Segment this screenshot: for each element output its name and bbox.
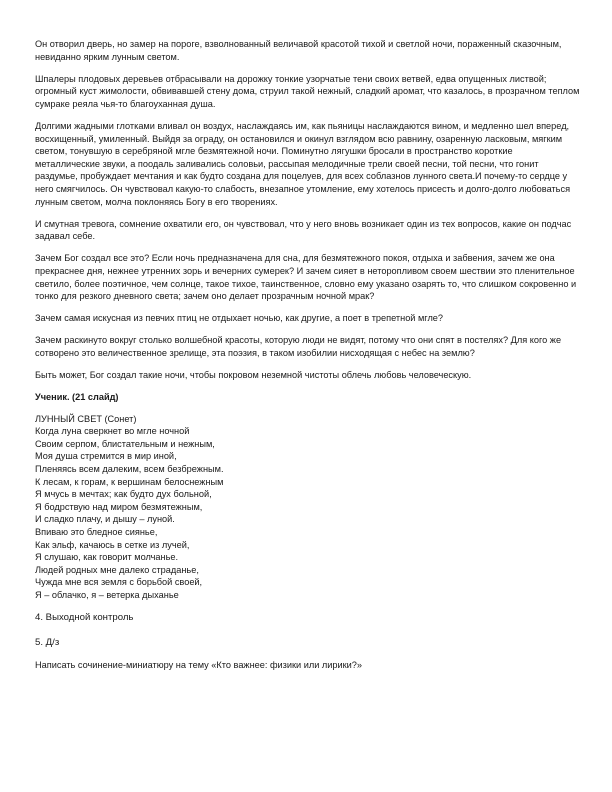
poem-line: Впиваю это бледное сиянье,: [35, 527, 158, 537]
paragraph-4: И смутная тревога, сомнение охватили его, он чувствовал, что у него вновь возникает один из тех вопросов, какие он подчас задавал себе.: [35, 218, 572, 242]
document-page: [35, 38, 580, 681]
poem-title: ЛУННЫЙ СВЕТ (Сонет): [35, 413, 137, 424]
paragraph-2: Шпалеры плодовых деревьев отбрасывали на дорожку тонкие узорчатые тени своих ветвей, едва опущенных листвой; огромный куст жимолости, обвивавшей стену дома, струил такой нежный, сладкий аромат, что казалось, в прозрачном теплом сумраке реяла чья-то благоуханная душа.: [35, 73, 580, 109]
poem-line: Я бодрствую над миром безмятежным,: [35, 501, 203, 512]
poem: [35, 413, 580, 602]
poem-line: Я – облачко, я – ветерка дыханье: [35, 589, 179, 600]
section-output-control: 4. Выходной контроль: [35, 611, 134, 623]
paragraph-7: Зачем раскинуто вокруг столько волшебной красоты, которую люди не видят, потому что они спят в постелях? Для кого же сотворено это величественное зрелище, эта поэзия, в таком изобилии нисходящая с небес на землю?: [35, 335, 562, 358]
poem-line: И сладко плачу, и дышу – луной.: [35, 514, 175, 525]
poem-line: Чужда мне вся земля с борьбой своей,: [35, 577, 203, 588]
poem-line: Людей родных мне далеко страданье,: [35, 564, 199, 575]
paragraph-5: Зачем Бог создал все это? Если ночь предназначена для сна, для безмятежного покоя, отдыха и забвения, зачем же она прекраснее дня, нежнее утренних зорь и вечерних сумерек? И зачем сияет в неторопливом своем шествии это пленительное светило, более поэтичное, чем солнце, такое тихое, таинственное, словно ему указано озарять то, что слишком сокровенно и тонко для резкого дневного света; зачем оно делает прозрачным ночной мрак?: [35, 253, 577, 302]
homework-text: Написать сочинение-миниатюру на тему «Кто важнее: физики или лирики?»: [35, 659, 362, 670]
poem-line: Когда луна сверкнет во мгле ночной: [35, 426, 190, 437]
paragraph-1: Он отворил дверь, но замер на пороге, взволнованный величавой красотой тихой и светлой ночи, пораженный сказочным, невиданно ярким лунным светом.: [35, 39, 562, 62]
poem-line: Своим серпом, блистательным и нежным,: [35, 438, 215, 449]
poem-line: Я слушаю, как говорит молчанье.: [35, 552, 179, 563]
poem-line: Пленяясь всем далеким, всем безбрежным.: [35, 464, 224, 475]
poem-line: Я мчусь в мечтах; как будто дух больной,: [35, 489, 212, 500]
paragraph-3: Долгими жадными глотками вливал он воздух, наслаждаясь им, как пьяницы наслаждаются вином, и медленно шел вперед, восхищенный, умиленный. Выйдя за ограду, он остановился и окинул взглядом всю равнину, озаренную ласковым, мягким светом, тонувшую в серебряной мгле безмятежной ночи. Поминутно лягушки бросали в пространство короткие металлические звуки, а поодаль заливались соловьи, рассыпая мелодичные трели своей песни, той песни, что гонит раздумье, пробуждает мечтания и как будто создана для поцелуев, для всех соблазнов лунного света.И почему-то сердце у него смягчилось. Он чувствовал какую-то слабость, внезапное утомление, ему хотелось присесть и долго-долго любоваться лунным светом, молча поклоняясь Богу в его творениях.: [35, 120, 571, 207]
section-homework: 5. Д/з: [35, 637, 60, 649]
paragraph-8: Быть может, Бог создал такие ночи, чтобы покровом неземной чистоты облечь любовь человеческую.: [35, 369, 472, 380]
paragraph-6: Зачем самая искусная из певчих птиц не отдыхает ночью, как другие, а поет в трепетной мгле?: [35, 313, 444, 324]
poem-line: Моя душа стремится в мир иной,: [35, 451, 177, 462]
student-heading: Ученик. (21 слайд): [35, 392, 119, 403]
poem-line: Как эльф, качаюсь в сетке из лучей,: [35, 539, 190, 550]
poem-line: К лесам, к горам, к вершинам белоснежным: [35, 476, 224, 487]
